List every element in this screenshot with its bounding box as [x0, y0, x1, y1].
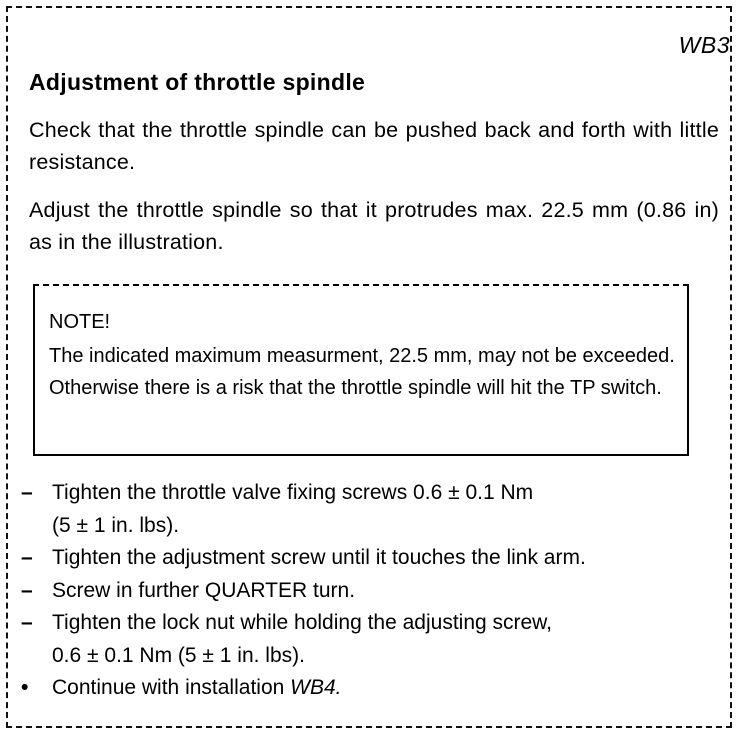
procedure-step — [20, 607, 586, 672]
procedure-step-continue — [20, 672, 586, 705]
dash-marker: – — [21, 611, 33, 634]
paragraph-check-spindle: Check that the throttle spindle can be pushed back and forth with little resistance. — [29, 118, 719, 174]
paragraph-adjust-spindle: Adjust the throttle spindle so that it protrudes max. 22.5 mm (0.86 in) as in the illustration. — [29, 198, 719, 254]
dash-marker: – — [21, 546, 33, 569]
note-text: The indicated maximum measurment, 22.5 mm, may not be exceeded. Otherwise there is a risk that the throttle spindle will hit the TP switch. — [49, 345, 675, 399]
procedure-step — [20, 477, 586, 542]
bullet-marker: • — [21, 676, 29, 699]
procedure-step — [20, 542, 586, 575]
step-text: Tighten the throttle valve fixing screws 0.6 ± 0.1 Nm (5 ± 1 in. lbs). — [52, 481, 534, 537]
step-text: Tighten the lock nut while holding the adjusting screw, 0.6 ± 0.1 Nm (5 ± 1 in. lbs). — [52, 611, 553, 667]
procedure-step — [20, 575, 586, 608]
continue-reference-link[interactable]: WB4. — [290, 676, 342, 699]
step-text: Tighten the adjustment screw until it touches the link arm. — [52, 546, 586, 569]
dash-marker: – — [21, 481, 33, 504]
note-box — [33, 284, 689, 456]
section-heading: Adjustment of throttle spindle — [29, 69, 366, 95]
section-reference-code: WB3 — [678, 32, 730, 58]
continue-text: Continue with installation — [52, 676, 291, 699]
step-text: Screw in further QUARTER turn. — [52, 578, 356, 602]
dash-marker: – — [21, 578, 33, 602]
procedure-steps-list — [20, 477, 586, 705]
note-title: NOTE! — [49, 311, 111, 333]
